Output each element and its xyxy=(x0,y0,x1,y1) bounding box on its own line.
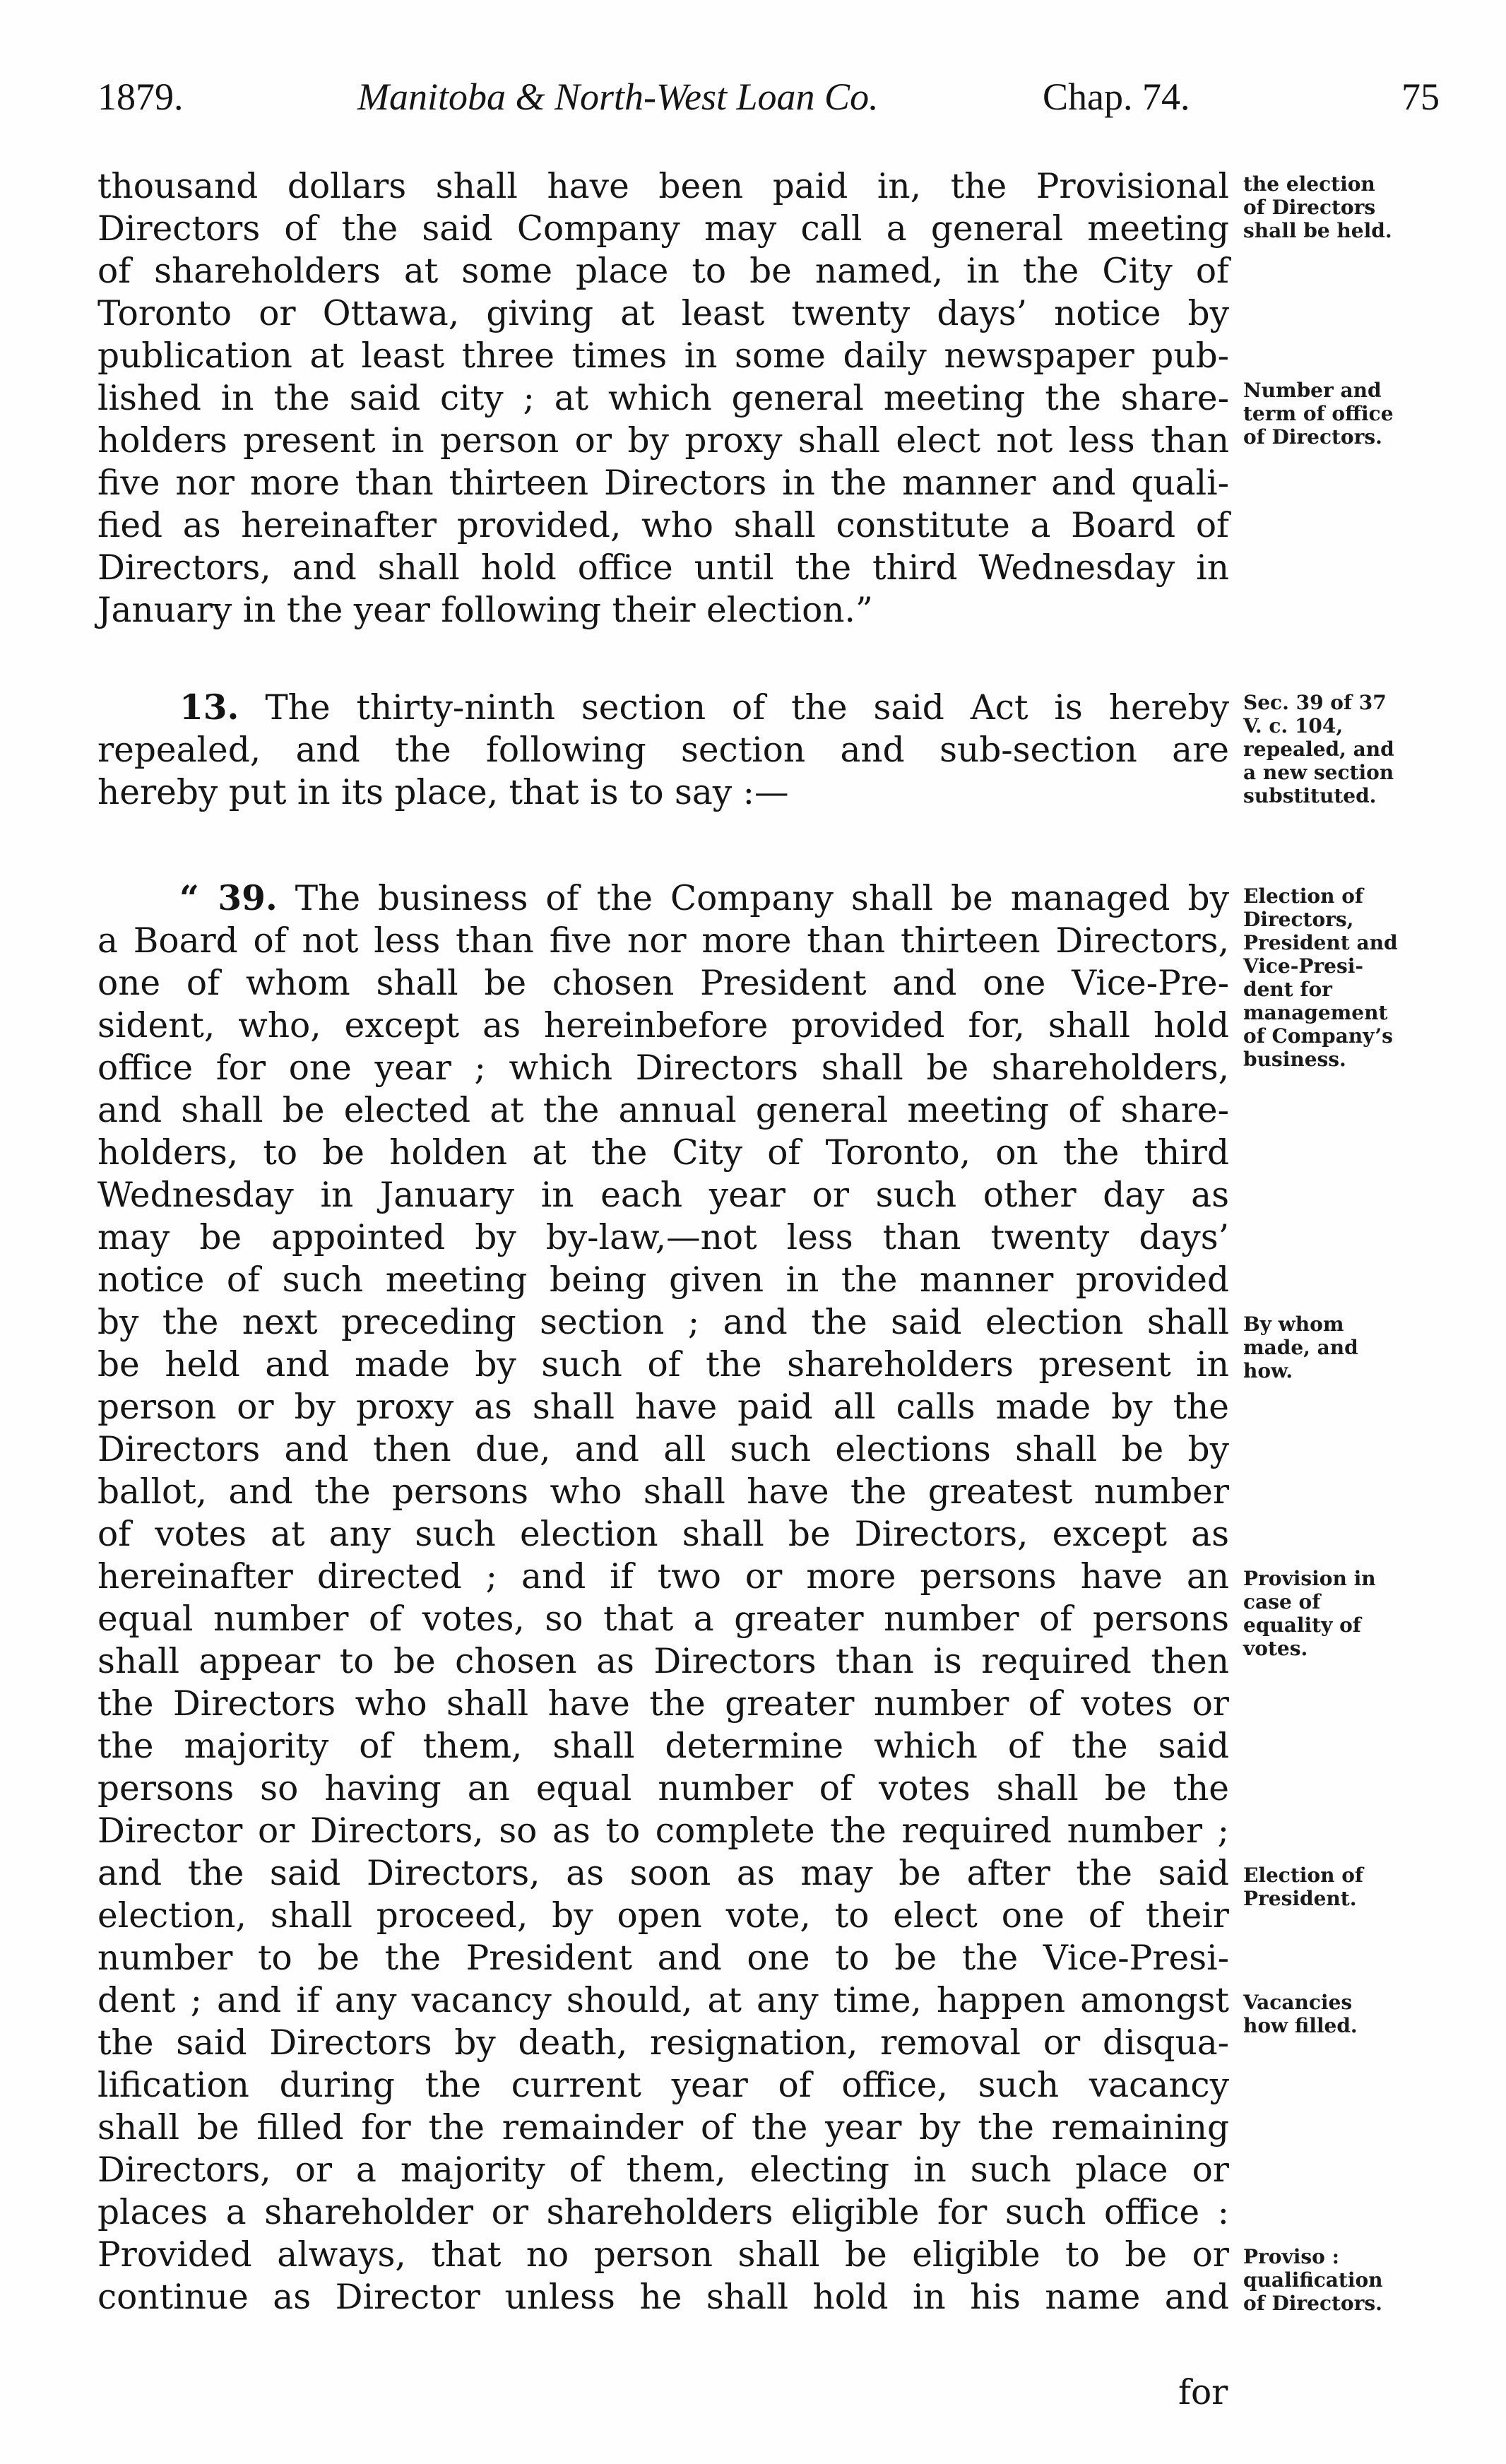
sidenote-equality-votes xyxy=(1243,1567,1476,1660)
sidenote-line: Vice-Presi- xyxy=(1243,954,1363,978)
text-line: fied as hereinafter provided, who shall constitute a Board of xyxy=(97,506,1229,545)
text-line: the Directors who shall have the greater number of votes or xyxy=(97,1684,1229,1724)
text-line: shall appear to be chosen as Directors than is required then xyxy=(97,1642,1229,1681)
text-line: the majority of them, shall determine which of the said xyxy=(97,1726,1229,1766)
text-line: one of whom shall be chosen President and one Vice-Pre- xyxy=(97,964,1229,1003)
sidenote-line: the election xyxy=(1243,172,1375,196)
text-line: holders, to be holden at the City of Toronto, on the third xyxy=(97,1133,1229,1173)
text-line: continue as Director unless he shall hold in his name and xyxy=(97,2278,1229,2317)
sidenote-election-held xyxy=(1243,172,1476,242)
sidenote-proviso xyxy=(1243,2245,1476,2315)
sidenote-vacancies xyxy=(1243,1991,1476,2037)
text-line: Directors, or a majority of them, electing in such place or xyxy=(97,2150,1229,2190)
text-line: Directors, and shall hold office until the third Wednesday in xyxy=(97,548,1229,588)
text-line: publication at least three times in some daily newspaper pub- xyxy=(97,336,1229,376)
text-line: Wednesday in January in each year or such other day as xyxy=(97,1175,1229,1215)
text-line: and the said Directors, as soon as may be after the said xyxy=(97,1854,1229,1893)
sidenote-by-whom xyxy=(1243,1313,1476,1382)
header-title: Manitoba & North-West Loan Co. xyxy=(357,76,879,118)
sidenote-line: Vacancies xyxy=(1243,1991,1353,2014)
sidenote-line: term of office xyxy=(1243,402,1394,425)
section-13-text: The thirty-ninth section of the said Act is hereby xyxy=(265,688,1229,728)
text-line: thousand dollars shall have been paid in, the Provisional xyxy=(97,167,1229,206)
sidenote-line: President and xyxy=(1243,931,1398,954)
text-line: January in the year following their election.” xyxy=(97,591,873,630)
catchword: for xyxy=(1178,2373,1228,2412)
sidenote-line: Election of xyxy=(1243,1864,1363,1887)
sidenote-line: Proviso : xyxy=(1243,2245,1339,2268)
text-line: ballot, and the persons who shall have the greatest number xyxy=(97,1472,1229,1512)
sidenote-line: made, and xyxy=(1243,1336,1358,1359)
running-header xyxy=(97,75,1440,131)
text-line: lification during the current year of office, such vacancy xyxy=(97,2066,1229,2105)
sidenote-line: substituted. xyxy=(1243,784,1377,807)
sidenote-line: of Company’s xyxy=(1243,1024,1393,1048)
sidenote-line: Sec. 39 of 37 xyxy=(1243,691,1387,714)
sidenote-line: V. c. 104, xyxy=(1243,714,1344,738)
text-line: the said Directors by death, resignation, removal or disqua- xyxy=(97,2023,1229,2063)
text-line: notice of such meeting being given in the manner provided xyxy=(97,1260,1229,1300)
text-line: five nor more than thirteen Directors in the manner and quali- xyxy=(97,463,1229,503)
sidenote-line: how filled. xyxy=(1243,2014,1358,2037)
sidenote-line: equality of xyxy=(1243,1613,1361,1637)
sidenote-line: of Directors. xyxy=(1243,425,1382,449)
text-line: Provided always, that no person shall be eligible to be or xyxy=(97,2235,1229,2275)
text-line: places a shareholder or shareholders eligible for such office : xyxy=(97,2193,1229,2232)
text-line: and shall be elected at the annual general meeting of share- xyxy=(97,1091,1229,1130)
sidenote-election-directors xyxy=(1243,884,1476,1071)
text-line: office for one year ; which Directors shall be shareholders, xyxy=(97,1048,1229,1088)
section-number: “ 39. xyxy=(179,878,278,918)
sidenote-number-term xyxy=(1243,379,1476,449)
text-line: be held and made by such of the shareholders present in xyxy=(97,1345,1229,1385)
text-line: shall be filled for the remainder of the year by the remaining xyxy=(97,2108,1229,2148)
sidenote-line: case of xyxy=(1243,1590,1321,1613)
text-line: hereby put in its place, that is to say :— xyxy=(97,773,789,812)
sidenote-line: qualification xyxy=(1243,2268,1383,2292)
sidenote-line: business. xyxy=(1243,1048,1346,1071)
sidenote-line: shall be held. xyxy=(1243,219,1392,242)
sidenote-line: Number and xyxy=(1243,379,1382,402)
text-line: repealed, and the following section and sub-section are xyxy=(97,730,1229,770)
text-line: equal number of votes, so that a greater number of persons xyxy=(97,1599,1229,1639)
header-year: 1879. xyxy=(97,76,184,118)
sidenote-line: management xyxy=(1243,1001,1388,1024)
text-line: hereinafter directed ; and if two or more persons have an xyxy=(97,1557,1229,1597)
text-line: number to be the President and one to be the Vice-Presi- xyxy=(97,1938,1229,1978)
sidenote-election-president xyxy=(1243,1864,1476,1910)
text-line: a Board of not less than five nor more than thirteen Directors, xyxy=(97,921,1229,961)
sidenote-line: Directors, xyxy=(1243,908,1354,931)
sidenote-sec39-repealed xyxy=(1243,691,1476,807)
page-number: 75 xyxy=(1401,76,1440,118)
text-line: sident, who, except as hereinbefore provided for, shall hold xyxy=(97,1006,1229,1046)
sidenote-line: President. xyxy=(1243,1887,1357,1910)
sidenote-line: Provision in xyxy=(1243,1567,1376,1590)
section-39-text: The business of the Company shall be managed by xyxy=(295,879,1229,918)
text-line: lished in the said city ; at which general meeting the share- xyxy=(97,379,1229,418)
sidenote-line: a new section xyxy=(1243,761,1394,784)
text-line: dent ; and if any vacancy should, at any time, happen amongst xyxy=(97,1981,1229,2020)
text-line: of votes at any such election shall be Directors, except as xyxy=(97,1515,1229,1554)
text-line: Directors and then due, and all such elections shall be by xyxy=(97,1430,1229,1469)
text-line: by the next preceding section ; and the said election shall xyxy=(97,1303,1229,1342)
text-line: persons so having an equal number of votes shall be the xyxy=(97,1769,1229,1808)
text-line: holders present in person or by proxy shall elect not less than xyxy=(97,421,1229,461)
header-chapter: Chap. 74. xyxy=(1043,76,1190,118)
sidenote-line: of Directors xyxy=(1243,196,1376,219)
section-number: 13. xyxy=(179,687,239,728)
section-39-first-line xyxy=(97,876,1229,921)
text-line: Directors of the said Company may call a general meeting xyxy=(97,209,1229,249)
text-line: Toronto or Ottawa, giving at least twenty days’ notice by xyxy=(97,294,1229,333)
text-line: may be appointed by by-law,—not less than twenty days’ xyxy=(97,1218,1229,1257)
sidenote-line: Election of xyxy=(1243,884,1363,908)
sidenote-line: how. xyxy=(1243,1359,1293,1382)
text-line: election, shall proceed, by open vote, to elect one of their xyxy=(97,1896,1229,1936)
sidenote-line: repealed, and xyxy=(1243,738,1394,761)
sidenote-line: votes. xyxy=(1243,1637,1308,1660)
sidenote-line: By whom xyxy=(1243,1313,1344,1336)
sidenote-line: of Directors. xyxy=(1243,2292,1382,2315)
text-line: Director or Directors, so as to complete the required number ; xyxy=(97,1811,1229,1851)
text-line: person or by proxy as shall have paid all calls made by the xyxy=(97,1387,1229,1427)
sidenote-line: dent for xyxy=(1243,978,1332,1001)
section-13-first-line xyxy=(97,685,1229,730)
text-line: of shareholders at some place to be named, in the City of xyxy=(97,251,1229,291)
